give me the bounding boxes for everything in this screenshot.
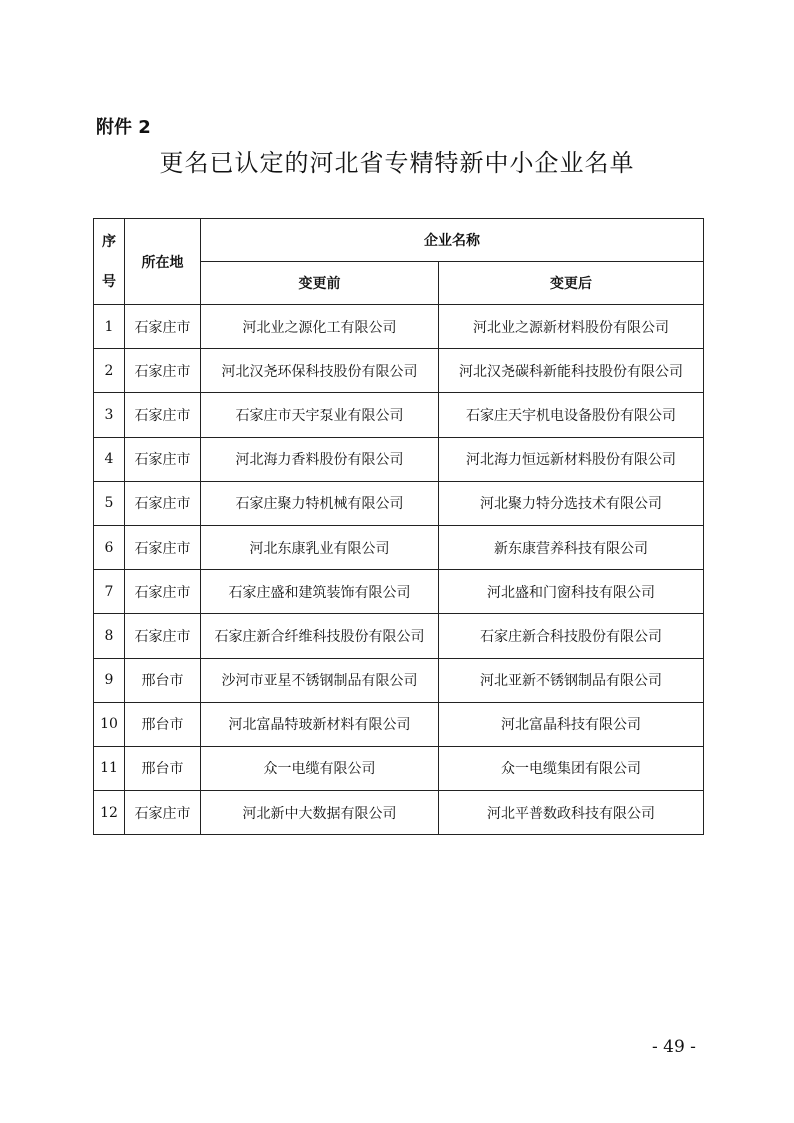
cell-before: 河北汉尧环保科技股份有限公司 bbox=[201, 349, 439, 393]
cell-city: 石家庄市 bbox=[125, 393, 201, 437]
cell-after: 众一电缆集团有限公司 bbox=[439, 746, 704, 790]
cell-before: 河北业之源化工有限公司 bbox=[201, 305, 439, 349]
cell-no: 3 bbox=[94, 393, 125, 437]
cell-before: 石家庄聚力特机械有限公司 bbox=[201, 481, 439, 525]
table-row bbox=[94, 614, 704, 658]
cell-city: 邢台市 bbox=[125, 658, 201, 702]
cell-no: 11 bbox=[94, 746, 125, 790]
cell-after: 河北盛和门窗科技有限公司 bbox=[439, 570, 704, 614]
attachment-label: 附件 2 bbox=[96, 117, 151, 138]
table-row bbox=[94, 791, 704, 835]
cell-after: 河北富晶科技有限公司 bbox=[439, 702, 704, 746]
cell-after: 河北亚新不锈钢制品有限公司 bbox=[439, 658, 704, 702]
cell-before: 河北东康乳业有限公司 bbox=[201, 525, 439, 569]
cell-before: 河北富晶特玻新材料有限公司 bbox=[201, 702, 439, 746]
cell-after: 河北汉尧碳科新能科技股份有限公司 bbox=[439, 349, 704, 393]
header-seq-char-1: 序 bbox=[102, 233, 116, 250]
cell-after: 石家庄天宇机电设备股份有限公司 bbox=[439, 393, 704, 437]
cell-no: 5 bbox=[94, 481, 125, 525]
table-row bbox=[94, 525, 704, 569]
table-row bbox=[94, 481, 704, 525]
cell-no: 10 bbox=[94, 702, 125, 746]
table-row bbox=[94, 658, 704, 702]
cell-city: 石家庄市 bbox=[125, 614, 201, 658]
cell-city: 石家庄市 bbox=[125, 437, 201, 481]
cell-city: 邢台市 bbox=[125, 702, 201, 746]
cell-city: 石家庄市 bbox=[125, 481, 201, 525]
cell-before: 沙河市亚星不锈钢制品有限公司 bbox=[201, 658, 439, 702]
company-rename-table bbox=[93, 218, 704, 835]
cell-after: 河北海力恒远新材料股份有限公司 bbox=[439, 437, 704, 481]
cell-city: 邢台市 bbox=[125, 746, 201, 790]
cell-after: 河北平普数政科技有限公司 bbox=[439, 791, 704, 835]
page-title: 更名已认定的河北省专精特新中小企业名单 bbox=[159, 149, 635, 177]
header-location: 所在地 bbox=[125, 219, 201, 305]
cell-after: 石家庄新合科技股份有限公司 bbox=[439, 614, 704, 658]
cell-no: 8 bbox=[94, 614, 125, 658]
cell-before: 石家庄市天宇泵业有限公司 bbox=[201, 393, 439, 437]
cell-after: 河北业之源新材料股份有限公司 bbox=[439, 305, 704, 349]
header-seq-char-2: 号 bbox=[102, 273, 116, 290]
table-row bbox=[94, 570, 704, 614]
cell-no: 9 bbox=[94, 658, 125, 702]
table-row bbox=[94, 349, 704, 393]
cell-before: 石家庄盛和建筑装饰有限公司 bbox=[201, 570, 439, 614]
header-seq bbox=[94, 219, 125, 305]
cell-no: 6 bbox=[94, 525, 125, 569]
cell-no: 12 bbox=[94, 791, 125, 835]
cell-city: 石家庄市 bbox=[125, 525, 201, 569]
cell-city: 石家庄市 bbox=[125, 349, 201, 393]
header-before: 变更前 bbox=[201, 262, 439, 305]
table-row bbox=[94, 437, 704, 481]
page-number: - 49 - bbox=[652, 1037, 696, 1057]
cell-city: 石家庄市 bbox=[125, 570, 201, 614]
cell-before: 众一电缆有限公司 bbox=[201, 746, 439, 790]
cell-city: 石家庄市 bbox=[125, 305, 201, 349]
cell-before: 河北新中大数据有限公司 bbox=[201, 791, 439, 835]
cell-no: 2 bbox=[94, 349, 125, 393]
cell-city: 石家庄市 bbox=[125, 791, 201, 835]
cell-no: 1 bbox=[94, 305, 125, 349]
cell-no: 4 bbox=[94, 437, 125, 481]
cell-after: 河北聚力特分选技术有限公司 bbox=[439, 481, 704, 525]
cell-no: 7 bbox=[94, 570, 125, 614]
table-row bbox=[94, 393, 704, 437]
header-company-name: 企业名称 bbox=[201, 219, 704, 262]
cell-before: 石家庄新合纤维科技股份有限公司 bbox=[201, 614, 439, 658]
table-row bbox=[94, 746, 704, 790]
cell-before: 河北海力香料股份有限公司 bbox=[201, 437, 439, 481]
cell-after: 新东康营养科技有限公司 bbox=[439, 525, 704, 569]
table-row bbox=[94, 305, 704, 349]
table-row bbox=[94, 702, 704, 746]
header-after: 变更后 bbox=[439, 262, 704, 305]
